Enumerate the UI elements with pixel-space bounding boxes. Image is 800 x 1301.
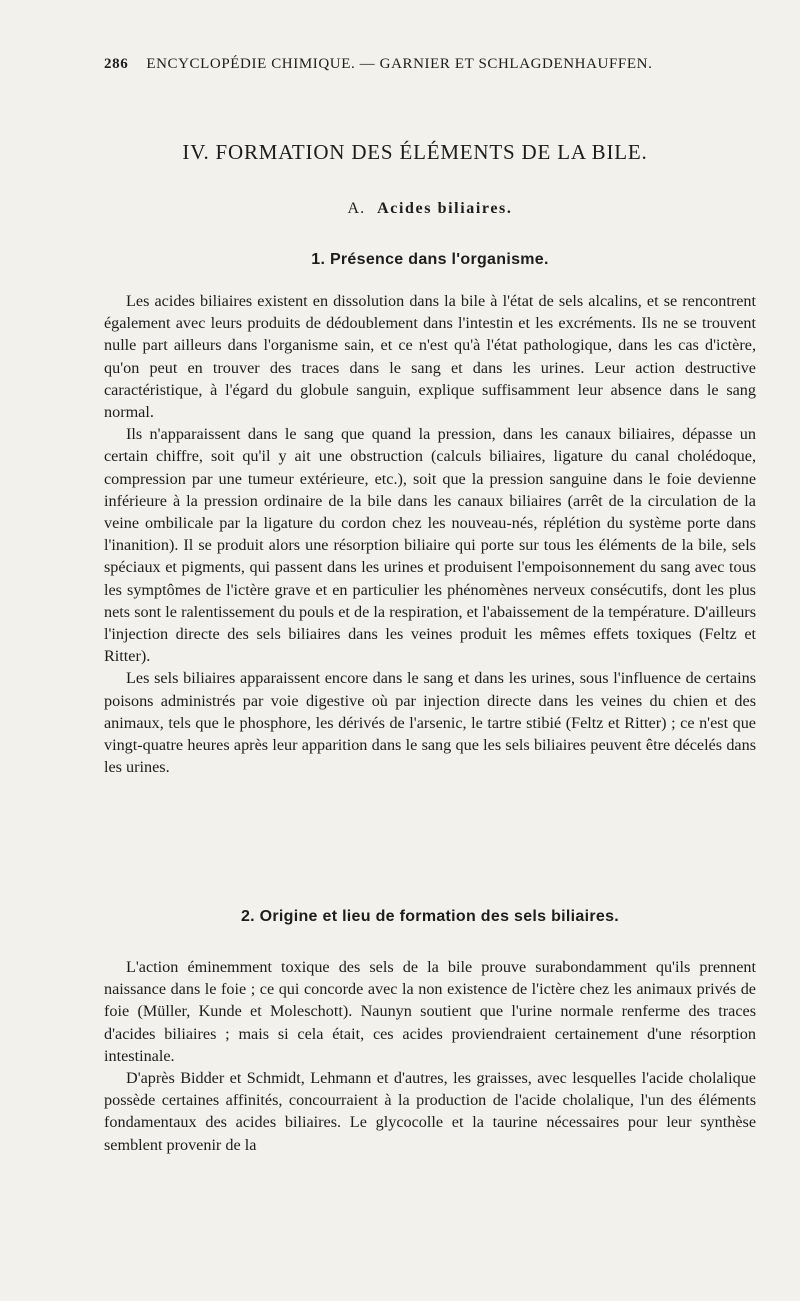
- paragraph: L'action éminemment toxique des sels de la bile prouve surabondamment qu'ils prennent naissance dans le foie ; ce qui concorde avec la non existence de l'ictère chez les animaux privés de foie (Müller, Kunde et Moleschott). Naunyn soutient que l'urine normale renferme des traces d'acides biliaires ; mais si cela était, ces acides proviendraient certainement d'une résorption intestinale.: [104, 958, 756, 1065]
- subsection-body-origine: [104, 956, 756, 1156]
- paragraph: Ils n'apparaissent dans le sang que quand la pression, dans les canaux biliaires, dépasse un certain chiffre, soit qu'il y ait une obstruction (calculs biliaires, ligature du canal cholédoque, compression par une tumeur extérieure, etc.), soit que la pression sanguine dans le foie devienne inférieure à la pression ordinaire de la bile dans les canaux biliaires (arrêt de la circulation de la veine ombilicale par la ligature du cordon chez les nouveau-nés, réplétion du système porte dans l'inanition). Il se produit alors une résorption biliaire qui porte sur tous les éléments de la bile, sels spéciaux et pigments, qui passent dans les urines et produisent l'empoisonnement du sang avec tous les symptômes de l'ictère grave et en particulier les phénomènes nerveux consécutifs, dont les plus nets sont le ralentissement du pouls et de la respiration, et l'abaissement de la température. D'ailleurs l'injection directe des sels biliaires dans les veines produit les mêmes effets toxiques (Feltz et Ritter).: [104, 425, 756, 666]
- paragraph: Les sels biliaires apparaissent encore dans le sang et dans les urines, sous l'influence de certains poisons administrés par voie digestive où par injection directe dans les veines du chien et des animaux, tels que le phosphore, les dérivés de l'arsenic, le tartre stibié (Feltz et Ritter) ; ce n'est que vingt-quatre heures après leur apparition dans le sang que les sels biliaires peuvent être décelés dans les urines.: [104, 669, 756, 777]
- subsection-heading-origine: 2. Origine et lieu de formation des sels biliaires.: [240, 908, 620, 925]
- section-title: [0, 200, 800, 218]
- subsection-heading-presence: 1. Présence dans l'organisme.: [311, 251, 549, 268]
- section-name: Acides biliaires.: [377, 200, 513, 217]
- paragraph: D'après Bidder et Schmidt, Lehmann et d'autres, les graisses, avec lesquelles l'acide cholalique possède certaines affinités, concourraient à la production de l'acide cholalique, l'un des éléments fondamentaux des acides biliaires. Le glycocolle et la taurine nécessaires pour leur synthèse semblent provenir de la: [104, 1069, 756, 1154]
- chapter-title: IV. FORMATION DES ÉLÉMENTS DE LA BILE.: [182, 140, 648, 164]
- section-letter: A.: [347, 200, 366, 217]
- running-header: [104, 56, 680, 73]
- page-number: 286: [104, 56, 129, 72]
- subsection-body-presence: [104, 290, 756, 778]
- running-title: ENCYCLOPÉDIE CHIMIQUE. — GARNIER ET SCHLAGDENHAUFFEN.: [146, 56, 653, 72]
- paragraph: Les acides biliaires existent en dissolution dans la bile à l'état de sels alcalins, et se rencontrent également avec leurs produits de dédoublement dans l'intestin et les excréments. Ils ne se trouvent nulle part ailleurs dans l'organisme sain, et ce n'est qu'à l'état pathologique, dans les cas d'ictère, qu'on peut en trouver des traces dans le sang et dans les urines. Leur action destructive caractéristique, à l'égard du globule sanguin, explique suffisamment leur absence dans le sang normal.: [104, 292, 756, 422]
